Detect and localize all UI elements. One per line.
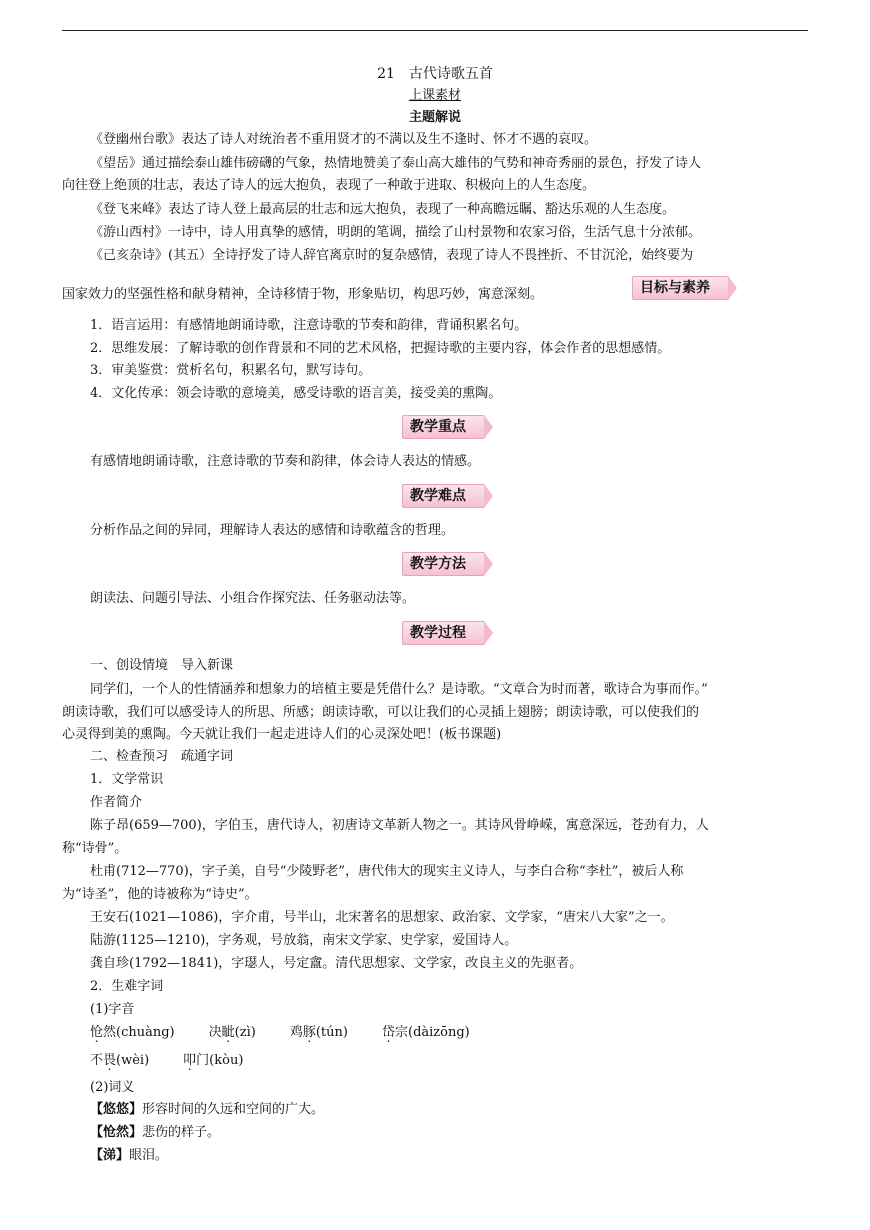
difficulty-tag: 教学难点: [402, 484, 485, 508]
goals-tag: 目标与素养: [632, 276, 729, 300]
intro-paragraph: 心灵得到美的熏陶。今天就让我们一起走进诗人们的心灵深处吧！(板书课题): [62, 727, 502, 742]
goal-item: 1．语言运用：有感情地朗诵诗歌，注意诗歌的节奏和韵律，背诵积累名句。: [90, 318, 528, 333]
subsection-heading: 2．生难字词: [90, 979, 164, 994]
theme-paragraph: 国家效力的坚强性格和献身精神，全诗移情于物，形象贴切，构思巧妙，寓意深刻。: [62, 287, 544, 302]
author-entry: 为“诗圣”，他的诗被称为“诗史”。: [62, 887, 258, 902]
author-entry: 称“诗骨”。: [62, 841, 128, 856]
key-point-tag: 教学重点: [402, 415, 485, 439]
intro-paragraph: 朗读诗歌，我们可以感受诗人的所思、所感；朗读诗歌，可以让我们的心灵插上翅膀；朗读诗歌，可以使我们的: [62, 705, 700, 720]
intro-paragraph: 同学们，一个人的性情涵养和想象力的培植主要是凭借什么？是诗歌。“文章合为时而著，歌诗合为事而作。”: [90, 682, 708, 697]
pronunciation-item: 不畏(wèi): [90, 1053, 150, 1068]
method-text: 朗读法、问题引导法、小组合作探究法、任务驱动法等。: [90, 591, 416, 606]
pronunciation-item: 岱宗(dàizōng): [381, 1025, 470, 1040]
theme-paragraph: 《己亥杂诗》(其五）全诗抒发了诗人辞官离京时的复杂感情，表现了诗人不畏挫折、不甘沉沦，始终要为: [90, 248, 694, 263]
lesson-title: 21 古代诗歌五首: [377, 66, 493, 82]
meaning-entry: 【悠悠】形容时间的久远和空间的广大。: [90, 1102, 325, 1117]
pronunciation-item: 鸡豚(tún): [289, 1025, 348, 1040]
difficulty-text: 分析作品之间的异同，理解诗人表达的感情和诗歌蕴含的哲理。: [90, 523, 455, 538]
author-entry: 陆游(1125—1210)，字务观，号放翁，南宋文学家、史学家，爱国诗人。: [90, 933, 518, 948]
meaning-entry: 【怆然】悲伤的样子。: [90, 1125, 221, 1140]
key-point-text: 有感情地朗诵诗歌，注意诗歌的节奏和韵律，体会诗人表达的情感。: [90, 454, 481, 469]
pronunciation-row: [90, 1023, 470, 1043]
author-entry: 王安石(1021—1086)，字介甫，号半山，北宋著名的思想家、政治家、文学家，“唐宋八大家”之一。: [90, 910, 674, 925]
author-entry: 杜甫(712—770)，字子美，自号“少陵野老”，唐代伟大的现实主义诗人，与李白合称“李杜”，被后人称: [90, 864, 684, 879]
meaning-heading: (2)词义: [90, 1080, 135, 1095]
meaning-entry: 【涕】眼泪。: [90, 1148, 169, 1163]
subsection-heading: 1．文学常识: [90, 772, 164, 787]
header-rule: [62, 30, 808, 31]
pronunciation-row: [90, 1051, 243, 1071]
section-heading: 主题解说: [408, 110, 461, 125]
method-tag: 教学方法: [402, 552, 485, 576]
goal-item: 3．审美鉴赏：赏析名句，积累名句，默写诗句。: [90, 363, 372, 378]
goal-item: 2．思维发展：了解诗歌的创作背景和不同的艺术风格，把握诗歌的主要内容，体会作者的思想感情。: [90, 341, 671, 356]
theme-paragraph: 《登飞来峰》表达了诗人登上最高层的壮志和远大抱负，表现了一种高瞻远瞩、豁达乐观的人生态度。: [90, 202, 676, 217]
step-heading: 二、检查预习 疏通字词: [90, 749, 234, 764]
pronunciation-item: 叩门(kòu): [183, 1053, 244, 1068]
theme-paragraph: 向往登上绝顶的壮志，表达了诗人的远大抱负，表现了一种敢于进取、积极向上的人生态度。: [62, 178, 596, 193]
theme-paragraph: 《游山西村》一诗中，诗人用真挚的感情，明朗的笔调，描绘了山村景物和农家习俗，生活气息十分浓郁。: [90, 225, 702, 240]
author-entry: 陈子昂(659—700)，字伯玉，唐代诗人，初唐诗文革新人物之一。其诗风骨峥嵘，寓意深远，苍劲有力，人: [90, 818, 709, 833]
step-heading: 一、创设情境 导入新课: [90, 658, 234, 673]
pronunciation-heading: (1)字音: [90, 1002, 135, 1017]
goal-item: 4．文化传承：领会诗歌的意境美，感受诗歌的语言美，接受美的熏陶。: [90, 386, 502, 401]
theme-paragraph: 《望岳》通过描绘泰山雄伟磅礴的气象，热情地赞美了泰山高大雄伟的气势和神奇秀丽的景色，抒发了诗人: [90, 156, 702, 171]
pronunciation-item: 怆然(chuàng): [90, 1025, 175, 1040]
pronunciation-item: 决眦(zì): [208, 1025, 256, 1040]
author-entry: 龚自珍(1792—1841)，字璱人，号定盦。清代思想家、文学家，改良主义的先驱者。: [90, 956, 583, 971]
authors-heading: 作者简介: [90, 795, 143, 810]
process-tag: 教学过程: [402, 621, 485, 645]
subtitle: 上课素材: [408, 88, 461, 103]
theme-paragraph: 《登幽州台歌》表达了诗人对统治者不重用贤才的不满以及生不逢时、怀才不遇的哀叹。: [90, 132, 598, 147]
